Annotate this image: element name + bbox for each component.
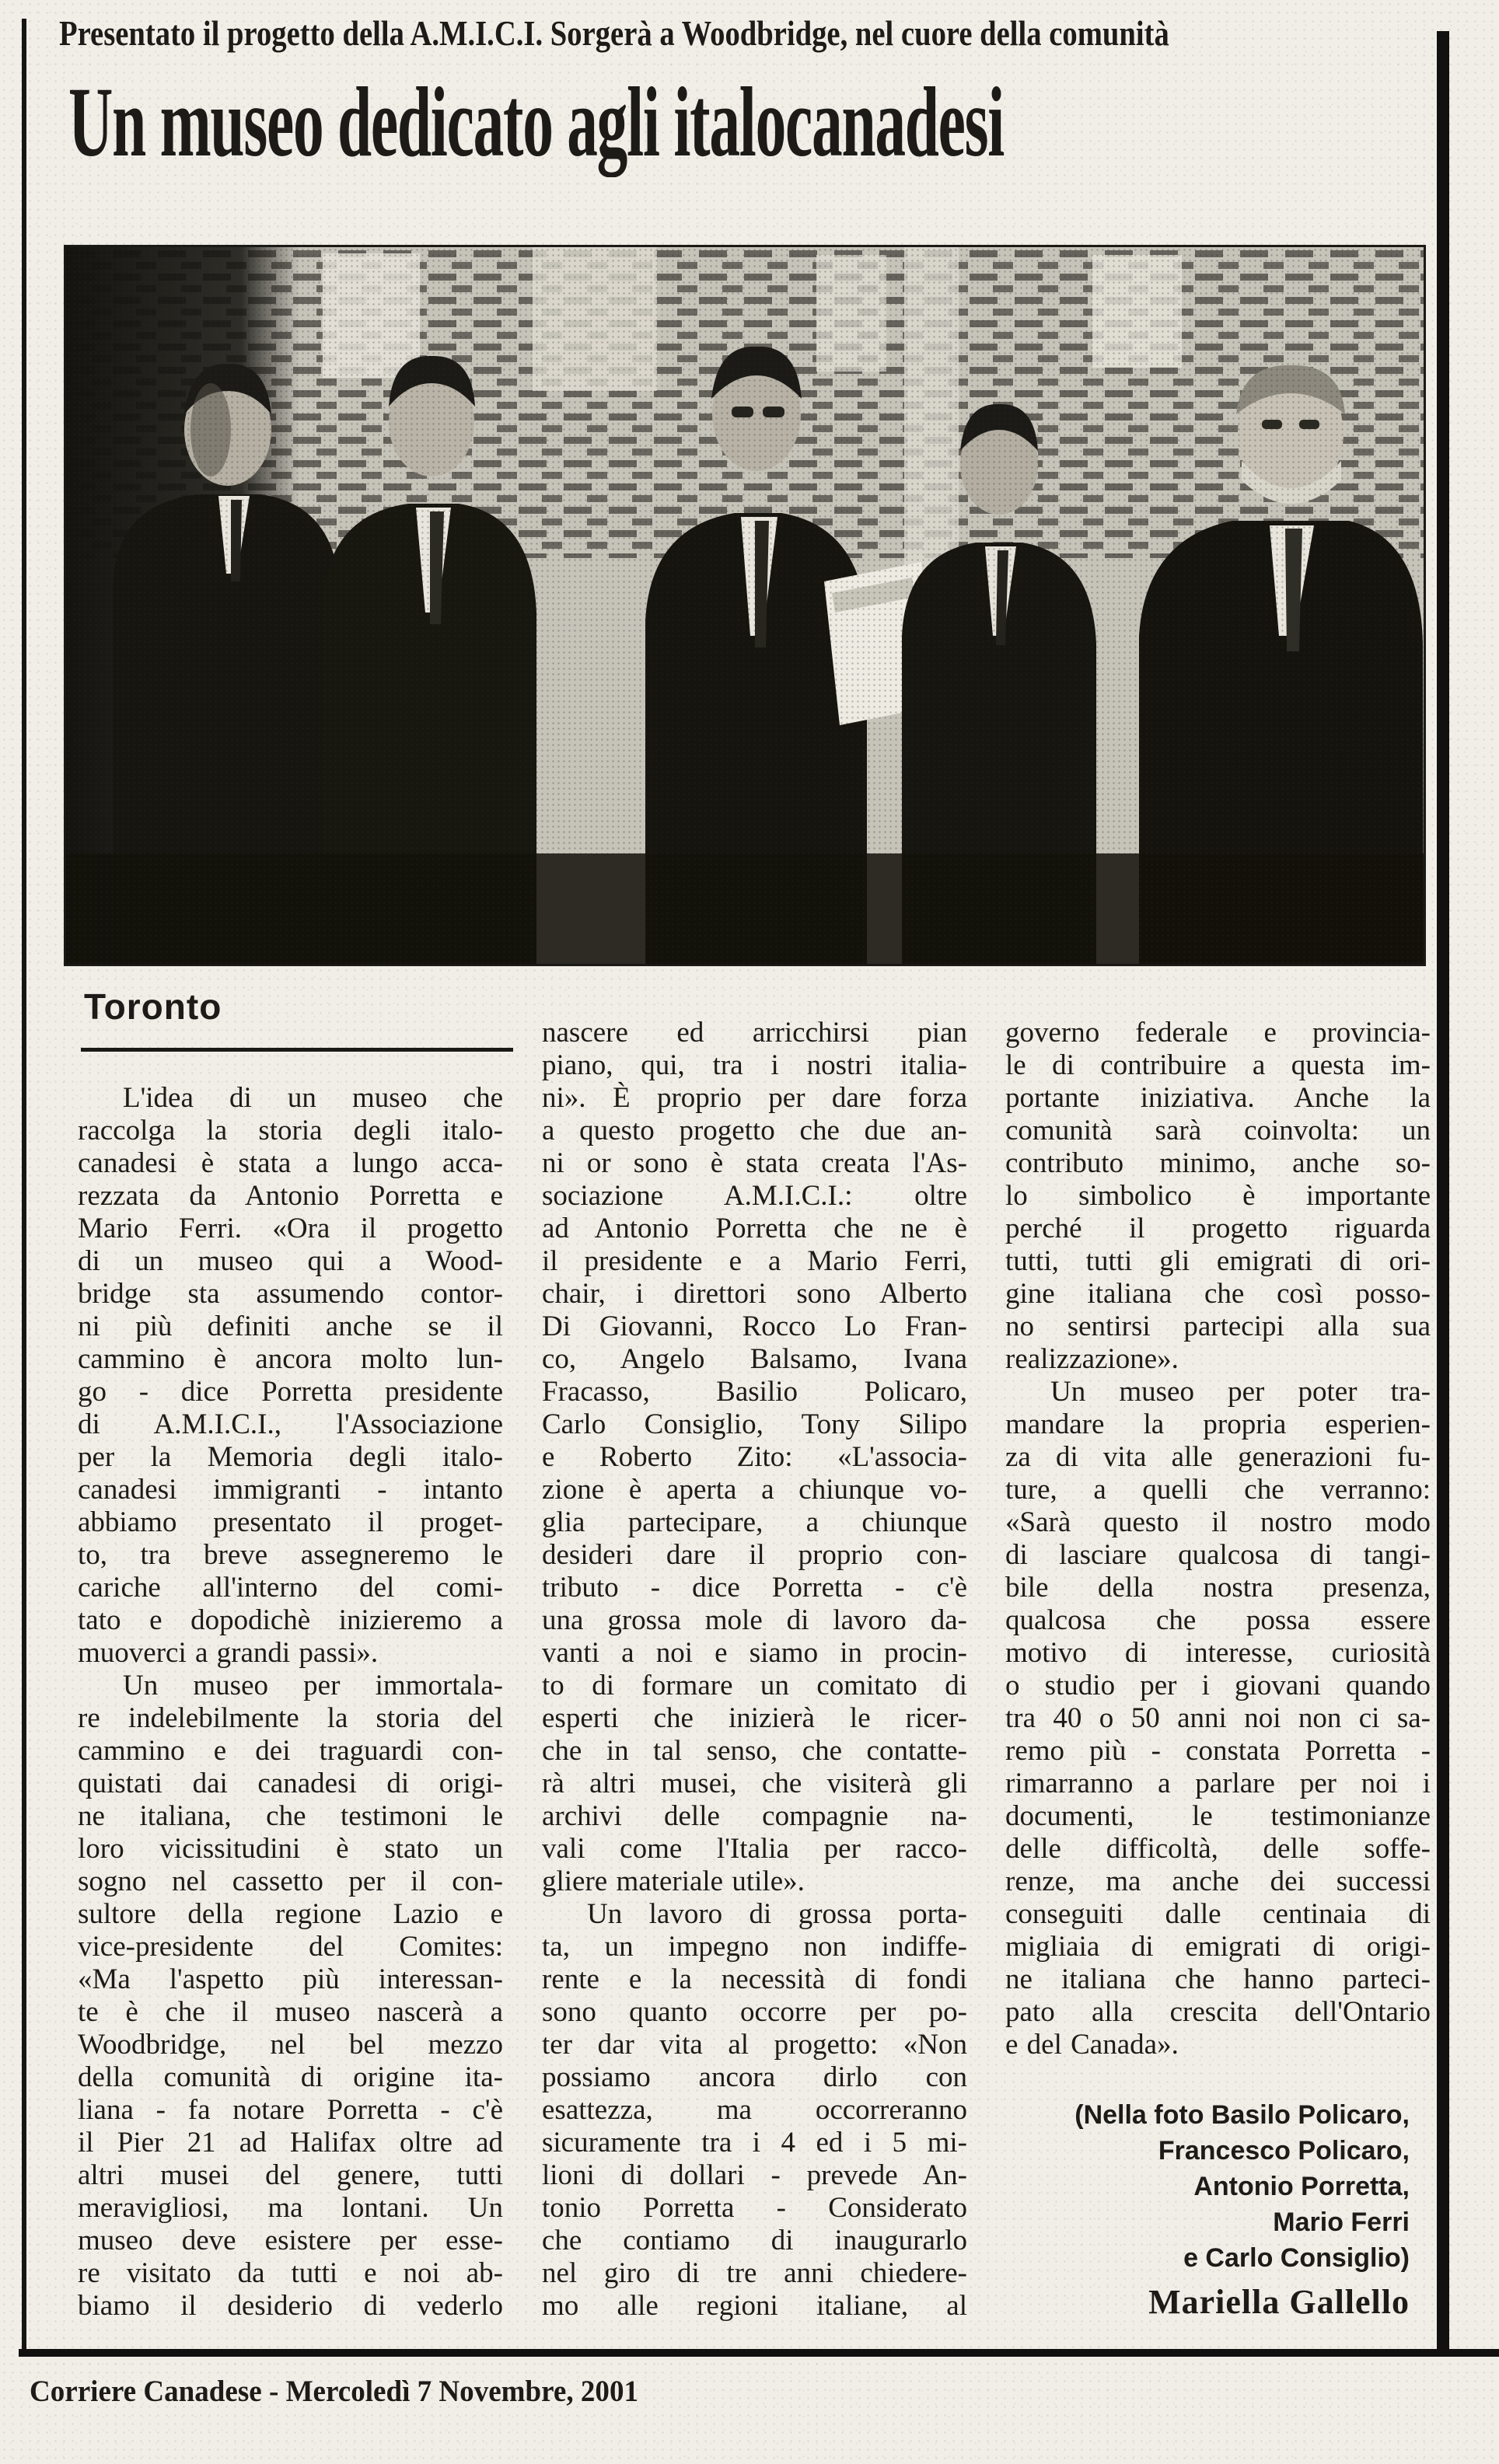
text-line: e del Canada». xyxy=(1005,2029,1179,2061)
text-line: «Ma l'aspetto più interessan- xyxy=(78,1963,503,1995)
text-line: qualcosa che possa essere xyxy=(1005,1604,1431,1636)
text-line: go - dice Porretta presidente xyxy=(78,1376,503,1408)
text-line: muoverci a grandi passi». xyxy=(78,1637,379,1669)
text-line: abbiamo presentato il proget- xyxy=(78,1506,503,1538)
text-line: motivo di interesse, curiosità xyxy=(1005,1637,1431,1669)
text-line: che in tal senso, che contatte- xyxy=(542,1735,967,1767)
text-line: gine italiana che così posso- xyxy=(1005,1278,1431,1310)
text-line: o studio per i giovani quando xyxy=(1005,1670,1431,1701)
text-line: ni più definiti anche se il xyxy=(78,1311,503,1342)
paragraph xyxy=(1005,1376,1431,2061)
text-line: te è che il museo nascerà a xyxy=(78,1996,503,2028)
text-line: ni or sono è stata creata l'As- xyxy=(542,1147,967,1179)
text-line: Mario Ferri. «Ora il progetto xyxy=(78,1213,503,1244)
text-line: mandare la propria esperien- xyxy=(1005,1408,1431,1440)
text-line: canadesi è stata a lungo acca- xyxy=(78,1147,503,1179)
text-line: ter dar vita al progetto: «Non xyxy=(542,2029,967,2061)
text-line: delle difficoltà, delle soffe- xyxy=(1005,1833,1431,1865)
text-line: renze, ma anche dei successi xyxy=(1005,1865,1431,1897)
text-line: conseguiti dalle centinaia di xyxy=(1005,1898,1431,1930)
text-line: glia partecipare, a chiunque xyxy=(542,1506,967,1538)
group-photo-illustration xyxy=(66,247,1424,964)
text-line: remo più - constata Porretta - xyxy=(1005,1735,1431,1767)
text-line: di A.M.I.C.I., l'Associazione xyxy=(78,1408,503,1440)
text-line: sicuramente tra i 4 ed i 5 mi- xyxy=(542,2127,967,2159)
paragraph xyxy=(1005,1017,1431,1376)
text-line: archivi delle compagnie na- xyxy=(542,1800,967,1832)
article-column-2 xyxy=(542,1017,967,2323)
text-line: biamo il desiderio di vederlo xyxy=(78,2290,503,2322)
text-line: tato e dopodichè inizieremo a xyxy=(78,1604,503,1636)
text-line: cammino e dei traguardi con- xyxy=(78,1735,503,1767)
kicker: Presentato il progetto della A.M.I.C.I. Sorgerà a Woodbridge, nel cuore della comunità xyxy=(59,13,1169,53)
text-line: portante iniziativa. Anche la xyxy=(1005,1082,1431,1114)
text-line: quistati dai canadesi di origi- xyxy=(78,1768,503,1799)
text-line: canadesi immigranti - intanto xyxy=(78,1474,503,1506)
headline: Un museo dedicato agli italocanadesi xyxy=(68,67,1005,177)
text-line: ne italiana che hanno parteci- xyxy=(1005,1963,1431,1995)
text-line: «Sarà questo il nostro modo xyxy=(1005,1506,1431,1538)
paragraph xyxy=(78,1082,503,1670)
caption-line: (Nella foto Basilo Policaro, xyxy=(1074,2100,1410,2130)
caption-line: Antonio Porretta, xyxy=(1193,2172,1410,2201)
text-line: realizzazione». xyxy=(1005,1343,1179,1375)
text-line: rezzata da Antonio Porretta e xyxy=(78,1180,503,1212)
caption-line: Mario Ferri xyxy=(1273,2207,1410,2237)
text-line: to, tra breve assegneremo le xyxy=(78,1539,503,1571)
text-line: Un museo per immortala- xyxy=(123,1670,503,1701)
paragraph xyxy=(542,1017,967,1898)
group-photo xyxy=(66,247,1424,964)
text-line: contributo minimo, anche so- xyxy=(1005,1147,1431,1179)
paragraph xyxy=(78,1670,503,2323)
text-line: ad Antonio Porretta che ne è xyxy=(542,1213,967,1244)
text-line: che contiamo di inaugurarlo xyxy=(542,2225,967,2256)
text-line: sono quanto occorre per po- xyxy=(542,1996,967,2028)
text-line: governo federale e provincia- xyxy=(1005,1017,1431,1049)
text-line: desideri dare il proprio con- xyxy=(542,1539,967,1571)
text-line: il Pier 21 ad Halifax oltre ad xyxy=(78,2127,503,2159)
text-line: possiamo ancora dirlo con xyxy=(542,2061,967,2093)
footer-masthead: Corriere Canadese - Mercoledì 7 Novembre, 2001 xyxy=(30,2375,638,2408)
text-line: L'idea di un museo che xyxy=(123,1082,503,1114)
text-line: meravigliosi, ma lontani. Un xyxy=(78,2192,503,2224)
text-line: museo deve esistere per esse- xyxy=(78,2225,503,2256)
text-line: Un lavoro di grossa porta- xyxy=(587,1898,967,1930)
text-line: Fracasso, Basilio Policaro, xyxy=(542,1376,967,1408)
text-line: vice-presidente del Comites: xyxy=(78,1931,503,1963)
text-line: della comunità di origine ita- xyxy=(78,2061,503,2093)
text-line: pato alla crescita dell'Ontario xyxy=(1005,1996,1431,2028)
text-line: mo alle regioni italiane, al xyxy=(542,2290,967,2322)
text-line: di un museo qui a Wood- xyxy=(78,1245,503,1277)
text-line: tonio Porretta - Considerato xyxy=(542,2192,967,2224)
article-border-right xyxy=(1437,31,1449,2354)
article-border-left xyxy=(22,19,26,2354)
text-line: co, Angelo Balsamo, Ivana xyxy=(542,1343,967,1375)
text-line: ne italiana, che testimoni le xyxy=(78,1800,503,1832)
text-line: bridge sta assumendo contor- xyxy=(78,1278,503,1310)
text-line: altri musei del genere, tutti xyxy=(78,2159,503,2191)
text-line: liana - fa notare Porretta - c'è xyxy=(78,2094,503,2126)
text-line: di lasciare qualcosa di tangi- xyxy=(1005,1539,1431,1571)
text-line: le di contribuire a questa im- xyxy=(1005,1049,1431,1081)
text-line: vanti a noi e siamo in procin- xyxy=(542,1637,967,1669)
text-line: e Roberto Zito: «L'associa- xyxy=(542,1441,967,1473)
text-line: lioni di dollari - prevede An- xyxy=(542,2159,967,2191)
text-line: ta, un impegno non indiffe- xyxy=(542,1931,967,1963)
text-line: cariche all'interno del comi- xyxy=(78,1572,503,1604)
text-line: esattezza, ma occorreranno xyxy=(542,2094,967,2126)
text-line: esperti che inizierà le ricer- xyxy=(542,1702,967,1734)
text-line: a questo progetto che due an- xyxy=(542,1115,967,1146)
text-line: migliaia di emigrati di origi- xyxy=(1005,1931,1431,1963)
text-line: il presidente e a Mario Ferri, xyxy=(542,1245,967,1277)
photo-caption xyxy=(1005,2097,1410,2276)
byline: Mariella Gallello xyxy=(1148,2283,1410,2321)
text-line: loro vicissitudini è stato un xyxy=(78,1833,503,1865)
caption-line: Francesco Policaro, xyxy=(1158,2136,1410,2166)
text-line: ni». È proprio per dare forza xyxy=(542,1082,967,1114)
text-line: to di formare un comitato di xyxy=(542,1670,967,1701)
article-column-1 xyxy=(78,1082,503,2323)
caption-line: e Carlo Consiglio) xyxy=(1183,2243,1410,2273)
text-line: rà altri musei, che visiterà gli xyxy=(542,1768,967,1799)
text-line: no sentirsi partecipi alla sua xyxy=(1005,1311,1431,1342)
text-line: bile della nostra presenza, xyxy=(1005,1572,1431,1604)
text-line: Carlo Consiglio, Tony Silipo xyxy=(542,1408,967,1440)
text-line: rente e la necessità di fondi xyxy=(542,1963,967,1995)
text-line: comunità sarà coinvolta: un xyxy=(1005,1115,1431,1146)
text-line: raccolga la storia degli italo- xyxy=(78,1115,503,1146)
article-column-3 xyxy=(1005,1017,1431,2061)
text-line: Un museo per poter tra- xyxy=(1050,1376,1431,1408)
text-line: documenti, le testimonianze xyxy=(1005,1800,1431,1832)
text-line: re indelebilmente la storia del xyxy=(78,1702,503,1734)
text-line: perché il progetto riguarda xyxy=(1005,1213,1431,1244)
text-line: Woodbridge, nel bel mezzo xyxy=(78,2029,503,2061)
text-line: piano, qui, tra i nostri italia- xyxy=(542,1049,967,1081)
text-line: rimarranno a parlare per noi i xyxy=(1005,1768,1431,1799)
article-border-bottom xyxy=(19,2349,1499,2357)
text-line: chair, i direttori sono Alberto xyxy=(542,1278,967,1310)
text-line: tributo - dice Porretta - c'è xyxy=(542,1572,967,1604)
text-line: zione è aperta a chiunque vo- xyxy=(542,1474,967,1506)
text-line: sultore della regione Lazio e xyxy=(78,1898,503,1930)
text-line: Di Giovanni, Rocco Lo Fran- xyxy=(542,1311,967,1342)
text-line: ture, a quelli che verranno: xyxy=(1005,1474,1431,1506)
text-line: sogno nel cassetto per il con- xyxy=(78,1865,503,1897)
text-line: sociazione A.M.I.C.I.: oltre xyxy=(542,1180,967,1212)
paragraph xyxy=(542,1898,967,2323)
text-line: lo simbolico è importante xyxy=(1005,1180,1431,1212)
text-line: una grossa mole di lavoro da- xyxy=(542,1604,967,1636)
text-line: gliere materiale utile». xyxy=(542,1865,805,1897)
text-line: tra 40 o 50 anni noi non ci sa- xyxy=(1005,1702,1431,1734)
text-line: nel giro di tre anni chiedere- xyxy=(542,2257,967,2289)
text-line: vali come l'Italia per racco- xyxy=(542,1833,967,1865)
dateline-rule xyxy=(81,1048,513,1052)
text-line: per la Memoria degli italo- xyxy=(78,1441,503,1473)
text-line: tutti, tutti gli emigrati di ori- xyxy=(1005,1245,1431,1277)
text-line: nascere ed arricchirsi pian xyxy=(542,1017,967,1049)
dateline: Toronto xyxy=(84,986,222,1027)
text-line: re visitato da tutti e noi ab- xyxy=(78,2257,503,2289)
text-line: cammino è ancora molto lun- xyxy=(78,1343,503,1375)
text-line: za di vita alle generazioni fu- xyxy=(1005,1441,1431,1473)
